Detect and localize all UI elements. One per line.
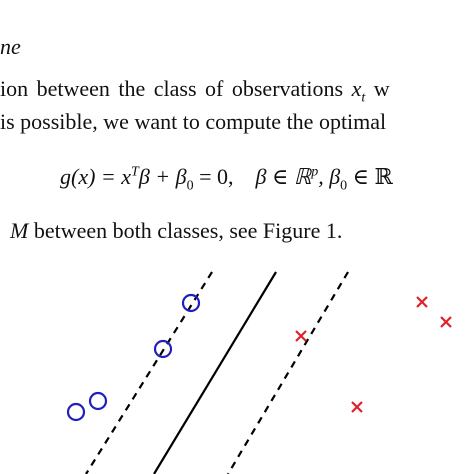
eq-sub-0: 0 xyxy=(186,178,194,194)
line3-text: is possible, we want to compute the optimal xyxy=(0,109,387,134)
eq-sup-T: T xyxy=(131,164,139,180)
var-M: M xyxy=(10,218,29,243)
text-line-2 xyxy=(0,76,390,106)
hyperplane-line xyxy=(154,272,276,474)
line2-pre: ion between the class of observations xyxy=(0,76,352,101)
line5-rest: between both classes, see Figure 1. xyxy=(28,218,343,243)
cross-point xyxy=(352,402,362,412)
margin-line-right xyxy=(228,272,348,474)
circle-point xyxy=(68,404,84,420)
eq-sep: , β xyxy=(318,164,341,189)
text-line-3 xyxy=(0,109,386,135)
eq-beta-in: β ∈ ℝ xyxy=(255,164,312,189)
var-x: x xyxy=(351,76,362,101)
line1-text: ne xyxy=(0,34,21,59)
cross-point xyxy=(296,331,306,341)
eq-in-R: ∈ ℝ xyxy=(347,164,393,189)
text-line-5 xyxy=(10,218,342,244)
eq-lhs: g(x) = x xyxy=(60,164,132,189)
line2-post: w xyxy=(365,76,390,101)
eq-sup-p: p xyxy=(311,164,319,180)
cross-point xyxy=(417,297,427,307)
margin-line-left xyxy=(86,272,212,474)
svm-figure xyxy=(0,258,474,474)
eq-sub-0b: 0 xyxy=(340,178,348,194)
circle-point xyxy=(90,393,106,409)
circle-point xyxy=(183,295,199,311)
eq-zero: = 0, xyxy=(193,164,234,189)
text-line-1 xyxy=(0,34,21,60)
cross-point xyxy=(441,317,451,327)
equation xyxy=(60,164,393,194)
eq-mid: β + β xyxy=(138,164,187,189)
sub-t: t xyxy=(361,90,366,106)
